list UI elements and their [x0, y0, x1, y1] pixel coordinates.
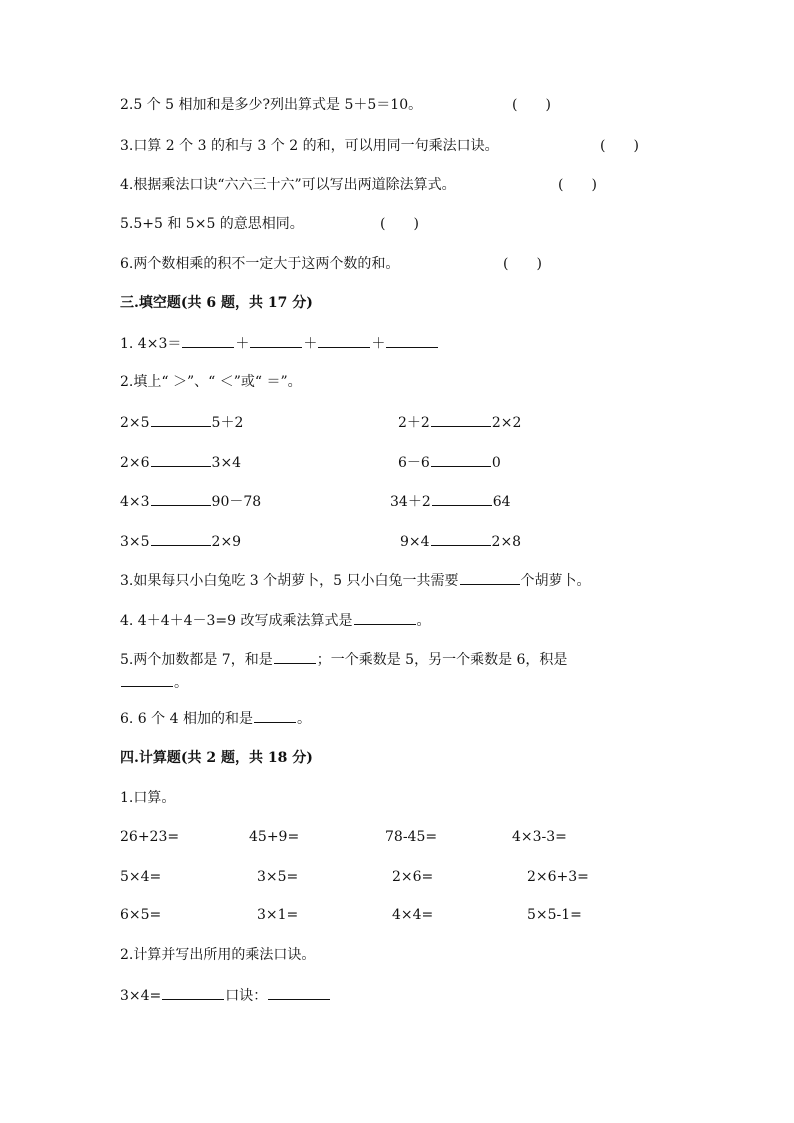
- oral-item: 26+23=: [120, 829, 180, 845]
- compare-item: 2×5 5＋2: [120, 412, 243, 433]
- answer-paren-4[interactable]: ( ): [558, 177, 597, 193]
- fill-question-4: 4. 4＋4＋4－3=9 改写成乘法算式是 。: [120, 610, 431, 631]
- answer-blank[interactable]: [386, 333, 438, 348]
- answer-blank[interactable]: [182, 333, 234, 348]
- judgment-question-6: 6.两个数相乘的积不一定大于这两个数的和。: [120, 256, 400, 272]
- compare-item: 34＋2 64: [390, 491, 511, 512]
- answer-blank[interactable]: [121, 672, 173, 687]
- answer-blank[interactable]: [431, 452, 491, 467]
- answer-blank[interactable]: [268, 985, 330, 1000]
- fill-question-2: 2.填上“ ＞”、“ ＜”或“ ＝”。: [120, 374, 302, 390]
- answer-blank[interactable]: [431, 412, 491, 427]
- oral-item: 5×5-1=: [527, 907, 582, 923]
- section-heading-calculation: 四.计算题(共 2 题，共 18 分): [120, 750, 313, 766]
- answer-blank[interactable]: [274, 649, 316, 664]
- calc-question-2-title: 2.计算并写出所用的乘法口诀。: [120, 947, 316, 963]
- answer-blank[interactable]: [431, 531, 491, 546]
- answer-blank[interactable]: [250, 333, 302, 348]
- oral-item: 5×4=: [120, 869, 162, 885]
- fill-question-1: 1. 4×3＝ ＋ ＋ ＋: [120, 333, 439, 354]
- section-heading-fill-blank: 三.填空题(共 6 题，共 17 分): [120, 295, 313, 311]
- answer-blank[interactable]: [318, 333, 370, 348]
- calc-question-2-line: 3×4= 口诀：: [120, 985, 331, 1006]
- answer-blank[interactable]: [254, 708, 296, 723]
- answer-blank[interactable]: [162, 985, 224, 1000]
- compare-item: 6－6 0: [398, 452, 501, 473]
- oral-item: 2×6+3=: [527, 869, 589, 885]
- compare-item: 3×5 2×9: [120, 531, 241, 552]
- fill-question-6: 6. 6 个 4 相加的和是 。: [120, 708, 311, 729]
- oral-item: 3×5=: [257, 869, 299, 885]
- compare-item: 2＋2 2×2: [398, 412, 521, 433]
- answer-blank[interactable]: [151, 531, 211, 546]
- answer-paren-2[interactable]: ( ): [512, 97, 551, 113]
- fill-question-5-cont: 。: [120, 672, 188, 693]
- oral-item: 4×4=: [392, 907, 434, 923]
- answer-blank[interactable]: [151, 491, 211, 506]
- answer-blank[interactable]: [460, 570, 520, 585]
- oral-item: 45+9=: [249, 829, 300, 845]
- oral-item: 6×5=: [120, 907, 162, 923]
- oral-item: 78-45=: [385, 829, 438, 845]
- compare-item: 9×4 2×8: [400, 531, 521, 552]
- answer-paren-3[interactable]: ( ): [600, 138, 639, 154]
- oral-item: 4×3-3=: [512, 829, 567, 845]
- calc-question-1-title: 1.口算。: [120, 790, 176, 806]
- fill-question-5: 5.两个加数都是 7，和是 ；一个乘数是 5，另一个乘数是 6，积是: [120, 649, 567, 670]
- answer-blank[interactable]: [151, 452, 211, 467]
- answer-blank[interactable]: [354, 610, 416, 625]
- judgment-question-2: 2.5 个 5 相加和是多少?列出算式是 5＋5＝10。: [120, 97, 423, 113]
- answer-paren-5[interactable]: ( ): [380, 216, 419, 232]
- judgment-question-3: 3.口算 2 个 3 的和与 3 个 2 的和，可以用同一句乘法口诀。: [120, 138, 499, 154]
- judgment-question-5: 5.5+5 和 5×5 的意思相同。: [120, 216, 304, 232]
- compare-item: 2×6 3×4: [120, 452, 241, 473]
- judgment-question-4: 4.根据乘法口诀“六六三十六”可以写出两道除法算式。: [120, 177, 456, 193]
- answer-blank[interactable]: [432, 491, 492, 506]
- oral-item: 2×6=: [392, 869, 434, 885]
- answer-blank[interactable]: [151, 412, 211, 427]
- fill-question-3: 3.如果每只小白兔吃 3 个胡萝卜，5 只小白兔一共需要 个胡萝卜。: [120, 570, 591, 591]
- oral-item: 3×1=: [257, 907, 299, 923]
- answer-paren-6[interactable]: ( ): [503, 256, 542, 272]
- compare-item: 4×3 90－78: [120, 491, 261, 512]
